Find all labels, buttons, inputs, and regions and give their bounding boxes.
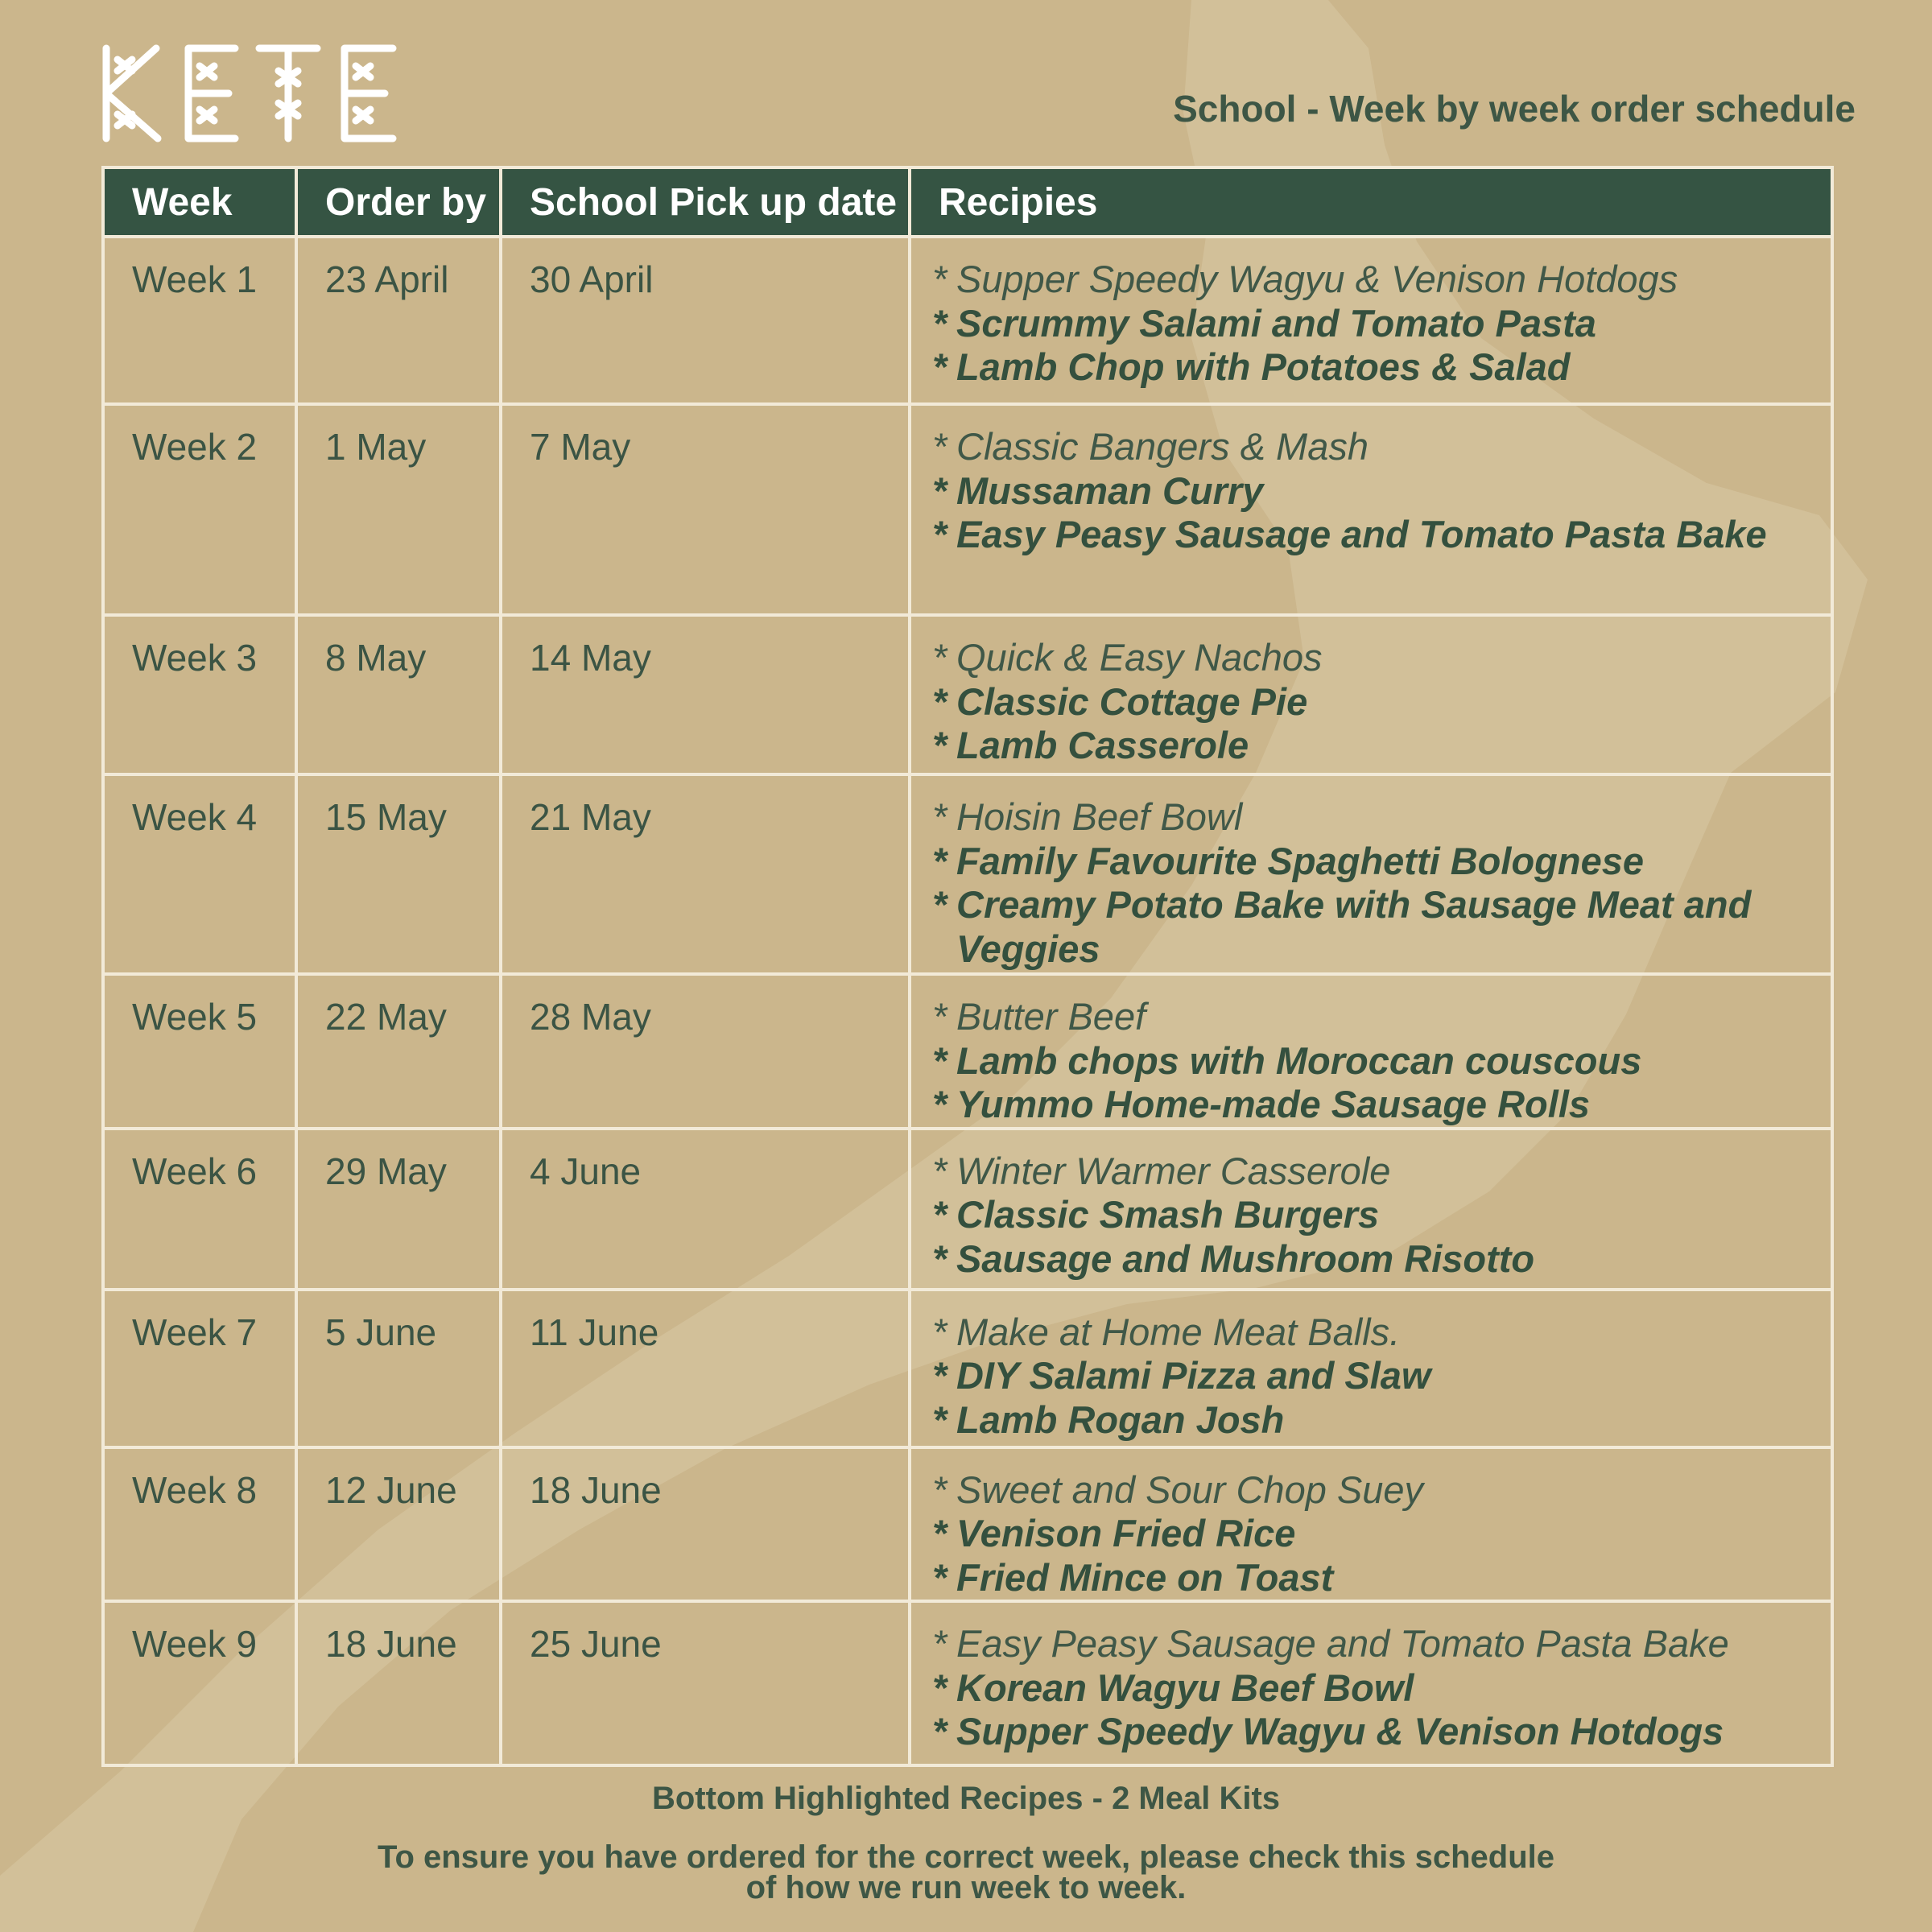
recipe-name: Venison Fried Rice [956,1512,1296,1554]
bullet-asterisk: * [932,258,947,300]
recipe-item [932,345,1814,390]
bullet-asterisk: * [932,425,947,468]
table-row [103,1129,1832,1290]
recipe-name: Classic Smash Burgers [956,1193,1380,1236]
page-title: School - Week by week order schedule [1173,88,1856,130]
pickup-date-cell: 25 June [501,1601,910,1765]
check-schedule-note-line1: To ensure you have ordered for the correct week, please check this schedule [377,1839,1554,1875]
recipe-name: DIY Salami Pizza and Slaw [956,1354,1431,1397]
week-cell: Week 8 [103,1447,296,1602]
recipe-name: Quick & Easy Nachos [956,636,1323,679]
bullet-asterisk: * [932,679,947,723]
table-row [103,774,1832,974]
bullet-asterisk: * [932,1193,947,1236]
recipe-name: Creamy Potato Bake with Sausage Meat and Veggies [956,883,1752,970]
recipe-item [932,1193,1814,1237]
recipe-name: Lamb Casserole [956,724,1249,766]
bullet-asterisk: * [932,1397,947,1441]
order-by-cell: 23 April [296,237,501,404]
recipes-cell [910,1290,1832,1447]
recipe-item [932,1398,1814,1443]
week-cell: Week 1 [103,237,296,404]
recipe-item [932,840,1814,884]
recipe-item [932,1512,1814,1556]
recipes-cell [910,1129,1832,1290]
table-row [103,404,1832,615]
recipe-name: Mussaman Curry [956,469,1264,512]
recipe-item [932,302,1814,346]
highlight-note: Bottom Highlighted Recipes - 2 Meal Kits [651,1781,1281,1816]
recipe-item [932,883,1814,971]
bullet-asterisk: * [932,513,947,555]
recipe-item [932,1311,1814,1355]
bullet-asterisk: * [932,469,947,512]
bullet-asterisk: * [932,1354,947,1397]
bullet-asterisk: * [932,724,947,766]
order-by-cell: 15 May [296,774,501,974]
recipe-name: Butter Beef [956,995,1146,1038]
bullet-asterisk: * [932,1512,947,1554]
pickup-date-cell: 21 May [501,774,910,974]
recipe-name: Classic Cottage Pie [956,679,1308,723]
week-cell: Week 7 [103,1290,296,1447]
order-by-cell: 18 June [296,1601,501,1765]
recipe-name: Hoisin Beef Bowl [956,795,1243,838]
recipes-cell [910,1447,1832,1602]
bullet-asterisk: * [932,1083,947,1125]
recipe-item [932,425,1814,469]
recipe-name: Supper Speedy Wagyu & Venison Hotdogs [956,258,1678,300]
recipe-item [932,1354,1814,1398]
pickup-date-cell: 18 June [501,1447,910,1602]
bullet-asterisk: * [932,883,947,926]
bullet-asterisk: * [932,1149,947,1192]
table-row [103,1447,1832,1602]
week-cell: Week 2 [103,404,296,615]
bullet-asterisk: * [932,1310,947,1353]
recipe-item [932,680,1814,724]
column-header-order-by: Order by [296,167,501,237]
recipe-name: Lamb Chop with Potatoes & Salad [956,345,1571,388]
recipe-name: Lamb Rogan Josh [956,1397,1285,1441]
recipe-item [932,1083,1814,1127]
bullet-asterisk: * [932,795,947,838]
week-cell: Week 3 [103,615,296,774]
recipes-cell [910,615,1832,774]
table-row [103,615,1832,774]
recipe-name: Sweet and Sour Chop Suey [956,1468,1424,1511]
recipe-item [932,258,1814,302]
bullet-asterisk: * [932,1666,947,1709]
bullet-asterisk: * [932,839,947,882]
check-schedule-note-line2: of how we run week to week. [745,1870,1187,1905]
bullet-asterisk: * [932,1710,947,1752]
pickup-date-cell: 28 May [501,974,910,1129]
order-by-cell: 1 May [296,404,501,615]
table-row [103,237,1832,404]
recipes-cell [910,774,1832,974]
order-by-cell: 22 May [296,974,501,1129]
recipe-item [932,1468,1814,1513]
bullet-asterisk: * [932,636,947,679]
recipe-name: Easy Peasy Sausage and Tomato Pasta Bake [956,513,1767,555]
recipe-item [932,1666,1814,1711]
recipe-name: Easy Peasy Sausage and Tomato Pasta Bake [956,1622,1729,1665]
recipe-item [932,1039,1814,1084]
order-by-cell: 29 May [296,1129,501,1290]
order-by-cell: 8 May [296,615,501,774]
pickup-date-cell: 14 May [501,615,910,774]
recipe-item [932,1622,1814,1666]
recipe-name: Lamb chops with Moroccan couscous [956,1038,1642,1082]
bullet-asterisk: * [932,995,947,1038]
pickup-date-cell: 30 April [501,237,910,404]
recipes-cell [910,237,1832,404]
recipes-cell [910,404,1832,615]
order-schedule-table [101,166,1834,1767]
recipe-item [932,1710,1814,1754]
recipe-item [932,995,1814,1039]
recipe-name: Fried Mince on Toast [956,1555,1334,1599]
recipe-item [932,795,1814,840]
recipe-item [932,724,1814,768]
table-row [103,974,1832,1129]
week-cell: Week 4 [103,774,296,974]
recipe-item [932,1556,1814,1600]
bullet-asterisk: * [932,1236,947,1280]
recipe-item [932,1237,1814,1282]
recipe-name: Family Favourite Spaghetti Bolognese [956,839,1644,882]
order-by-cell: 5 June [296,1290,501,1447]
bullet-asterisk: * [932,1622,947,1665]
week-cell: Week 6 [103,1129,296,1290]
recipe-item [932,636,1814,680]
table-header-row [103,167,1832,237]
pickup-date-cell: 11 June [501,1290,910,1447]
recipes-cell [910,974,1832,1129]
pickup-date-cell: 4 June [501,1129,910,1290]
check-schedule-note [0,1839,1932,1905]
bullet-asterisk: * [932,1038,947,1082]
recipe-item [932,513,1814,557]
recipe-item [932,469,1814,514]
recipe-name: Winter Warmer Casserole [956,1149,1391,1192]
recipes-cell [910,1601,1832,1765]
week-cell: Week 5 [103,974,296,1129]
table-row [103,1290,1832,1447]
table-row [103,1601,1832,1765]
kete-logo [100,43,419,143]
recipe-name: Classic Bangers & Mash [956,425,1368,468]
recipe-name: Yummo Home-made Sausage Rolls [956,1083,1591,1125]
bullet-asterisk: * [932,301,947,345]
bullet-asterisk: * [932,1555,947,1599]
column-header-pickup-date: School Pick up date [501,167,910,237]
order-by-cell: 12 June [296,1447,501,1602]
column-header-week: Week [103,167,296,237]
recipe-name: Korean Wagyu Beef Bowl [956,1666,1414,1709]
pickup-date-cell: 7 May [501,404,910,615]
recipe-item [932,1150,1814,1194]
recipe-name: Make at Home Meat Balls. [956,1310,1401,1353]
week-cell: Week 9 [103,1601,296,1765]
column-header-recipes: Recipies [910,167,1832,237]
recipe-name: Supper Speedy Wagyu & Venison Hotdogs [956,1710,1724,1752]
bullet-asterisk: * [932,345,947,388]
recipe-name: Scrummy Salami and Tomato Pasta [956,301,1596,345]
bullet-asterisk: * [932,1468,947,1511]
recipe-name: Sausage and Mushroom Risotto [956,1236,1535,1280]
